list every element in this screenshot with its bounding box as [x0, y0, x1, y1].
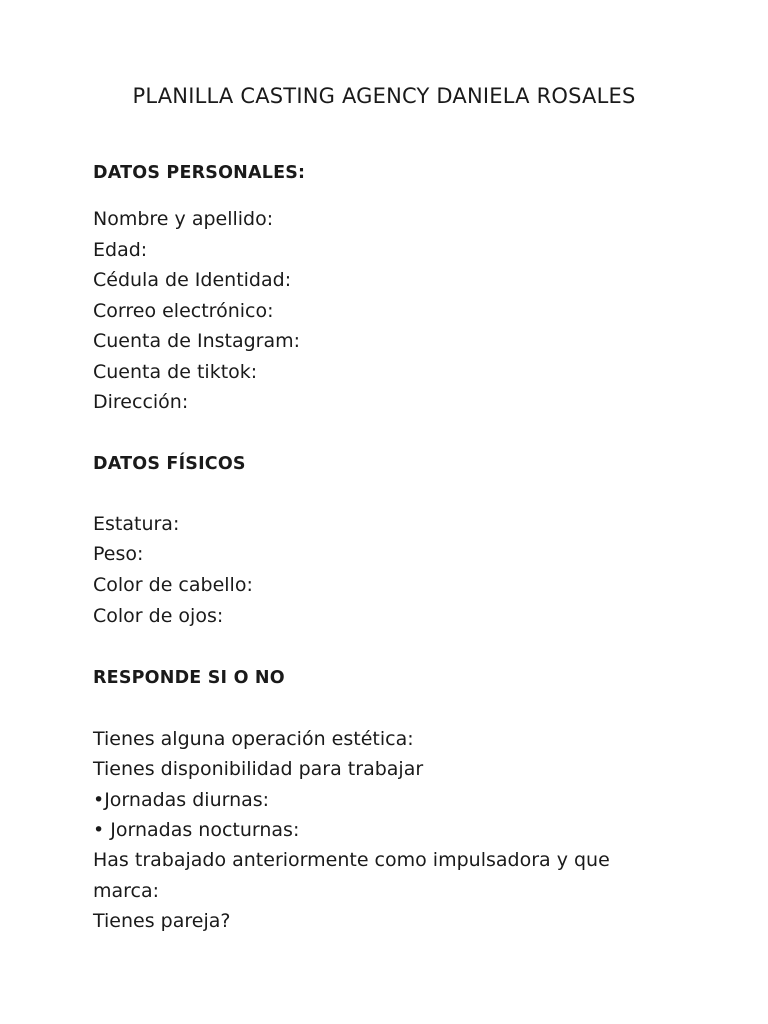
section-heading-physical: DATOS FÍSICOS	[93, 454, 246, 474]
field-cedula: Cédula de Identidad:	[93, 269, 292, 291]
field-correo: Correo electrónico:	[93, 300, 274, 322]
field-color-cabello: Color de cabello:	[93, 574, 253, 596]
section-heading-personal: DATOS PERSONALES:	[93, 163, 306, 183]
question-nocturnas: • Jornadas nocturnas:	[93, 819, 300, 841]
field-color-ojos: Color de ojos:	[93, 605, 224, 627]
field-edad: Edad:	[93, 239, 148, 261]
question-impulsadora: Has trabajado anteriormente como impulsadora y que	[93, 849, 610, 871]
question-impulsadora-cont: marca:	[93, 880, 160, 902]
field-instagram: Cuenta de Instagram:	[93, 330, 301, 352]
field-estatura: Estatura:	[93, 513, 180, 535]
question-diurnas: •Jornadas diurnas:	[93, 789, 270, 811]
question-disponibilidad: Tienes disponibilidad para trabajar	[93, 758, 424, 780]
question-operacion: Tienes alguna operación estética:	[93, 728, 414, 750]
question-pareja: Tienes pareja?	[93, 910, 231, 932]
field-peso: Peso:	[93, 543, 144, 565]
section-heading-questions: RESPONDE SI O NO	[93, 668, 285, 688]
field-nombre: Nombre y apellido:	[93, 208, 274, 230]
field-direccion: Dirección:	[93, 391, 189, 413]
document-title: PLANILLA CASTING AGENCY DANIELA ROSALES	[132, 84, 636, 108]
field-tiktok: Cuenta de tiktok:	[93, 361, 258, 383]
